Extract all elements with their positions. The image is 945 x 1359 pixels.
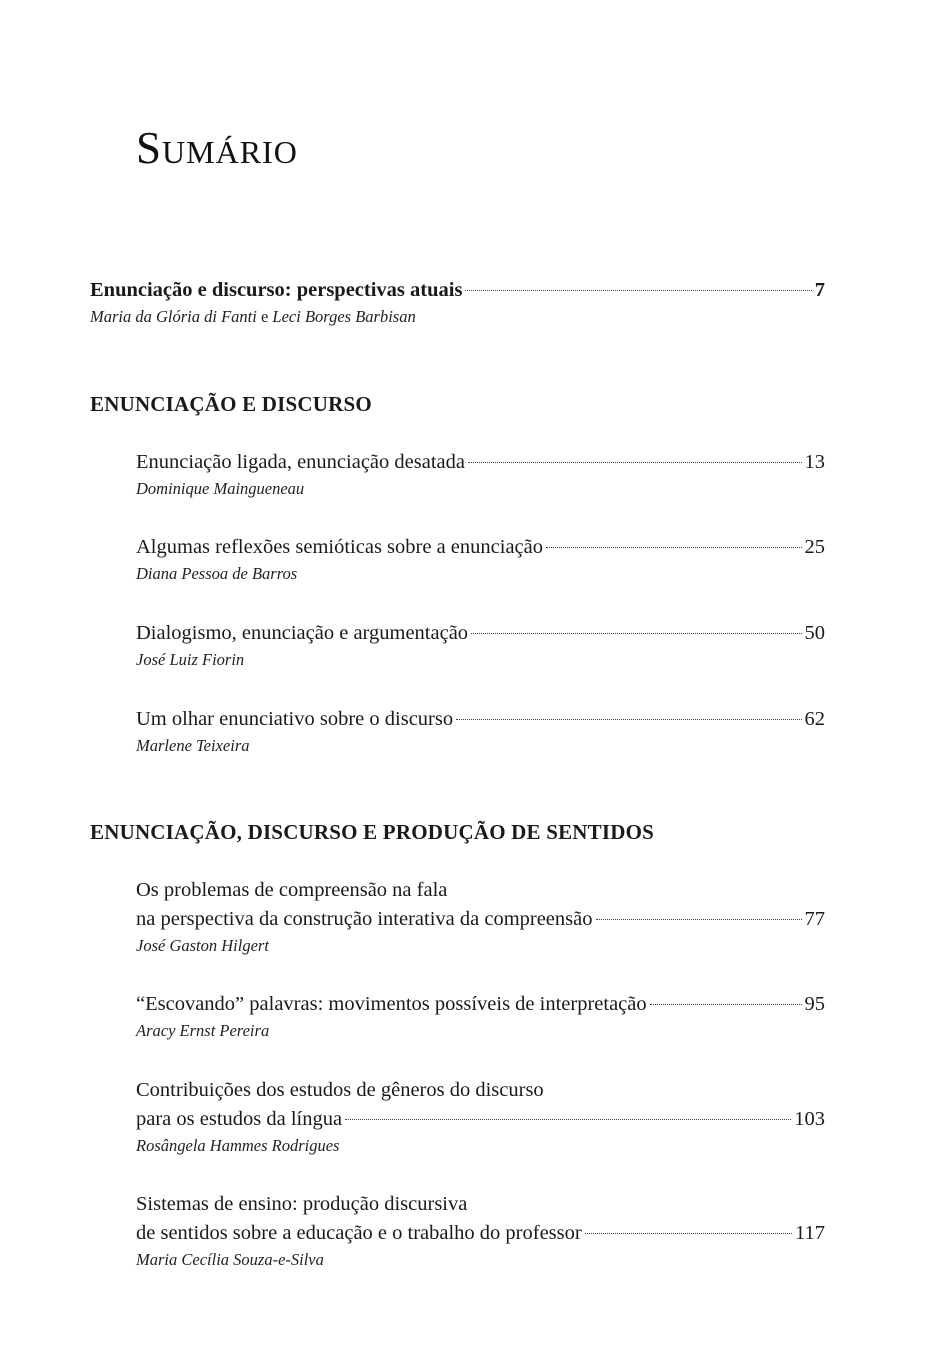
toc-author: Leci Borges Barbisan	[272, 307, 416, 326]
toc-entry-title-line	[90, 276, 825, 305]
toc-author: Maria da Glória di Fanti	[90, 307, 257, 326]
dot-leader	[650, 1004, 802, 1005]
toc-entry-authors	[90, 305, 825, 329]
toc-entry-title: Os problemas de compreensão na fala	[136, 879, 448, 901]
dot-leader	[471, 633, 801, 634]
toc-page-number: 7	[814, 279, 825, 301]
toc-entry-title: Enunciação e discurso: perspectivas atuais	[90, 279, 463, 301]
toc-author: José Luiz Fiorin	[136, 650, 245, 669]
toc-page-number: 117	[795, 1222, 825, 1244]
toc-entry[interactable]	[136, 1076, 825, 1158]
dot-leader	[596, 919, 802, 920]
toc-page-number: 50	[804, 622, 825, 644]
toc-entry-title: Um olhar enunciativo sobre o discurso	[136, 708, 454, 730]
toc-page-number: 62	[804, 708, 825, 730]
toc-entry-title: Algumas reflexões semióticas sobre a enunciação	[136, 536, 543, 558]
dot-leader	[546, 547, 802, 548]
toc-page-number: 103	[794, 1108, 825, 1130]
toc-entry-title: na perspectiva da construção interativa da compreensão	[136, 908, 593, 930]
toc-author: José Gaston Hilgert	[136, 936, 269, 955]
section-heading: ENUNCIAÇÃO, DISCURSO E PRODUÇÃO DE SENTIDOS	[90, 820, 655, 844]
toc-entry[interactable]	[136, 705, 825, 758]
dot-leader	[585, 1233, 792, 1234]
toc-entry[interactable]	[136, 448, 825, 501]
dot-leader	[465, 290, 811, 291]
toc-page-number: 13	[804, 451, 825, 473]
toc-entry-title: “Escovando” palavras: movimentos possíveis de interpretação	[136, 993, 647, 1015]
section-heading: ENUNCIAÇÃO E DISCURSO	[90, 392, 372, 416]
dot-leader	[345, 1119, 791, 1120]
toc-author: Dominique Maingueneau	[136, 479, 305, 498]
toc-entry-title: Contribuições dos estudos de gêneros do discurso	[136, 1079, 544, 1101]
toc-entry-title: Enunciação ligada, enunciação desatada	[136, 451, 465, 473]
author-connector: e	[260, 307, 269, 326]
toc-author: Aracy Ernst Pereira	[136, 1021, 270, 1040]
toc-entry-title: Sistemas de ensino: produção discursiva	[136, 1193, 468, 1215]
toc-entry-title: Dialogismo, enunciação e argumentação	[136, 622, 469, 644]
toc-entry-intro[interactable]	[90, 276, 825, 329]
dot-leader	[468, 462, 802, 463]
toc-entry[interactable]	[136, 876, 825, 958]
page-title: Sumário	[136, 123, 298, 173]
toc-entry[interactable]	[136, 533, 825, 586]
toc-entry[interactable]	[136, 619, 825, 672]
dot-leader	[456, 719, 801, 720]
toc-page-number: 77	[804, 908, 825, 930]
toc-page-number: 95	[804, 993, 825, 1015]
toc-entry[interactable]	[136, 990, 825, 1043]
toc-entry-title: para os estudos da língua	[136, 1108, 343, 1130]
toc-entry-title: de sentidos sobre a educação e o trabalho do professor	[136, 1222, 582, 1244]
toc-entry[interactable]	[136, 1190, 825, 1272]
toc-author: Diana Pessoa de Barros	[136, 564, 298, 583]
toc-author: Maria Cecília Souza-e-Silva	[136, 1250, 324, 1269]
toc-page-number: 25	[804, 536, 825, 558]
toc-author: Marlene Teixeira	[136, 736, 250, 755]
toc-author: Rosângela Hammes Rodrigues	[136, 1136, 340, 1155]
